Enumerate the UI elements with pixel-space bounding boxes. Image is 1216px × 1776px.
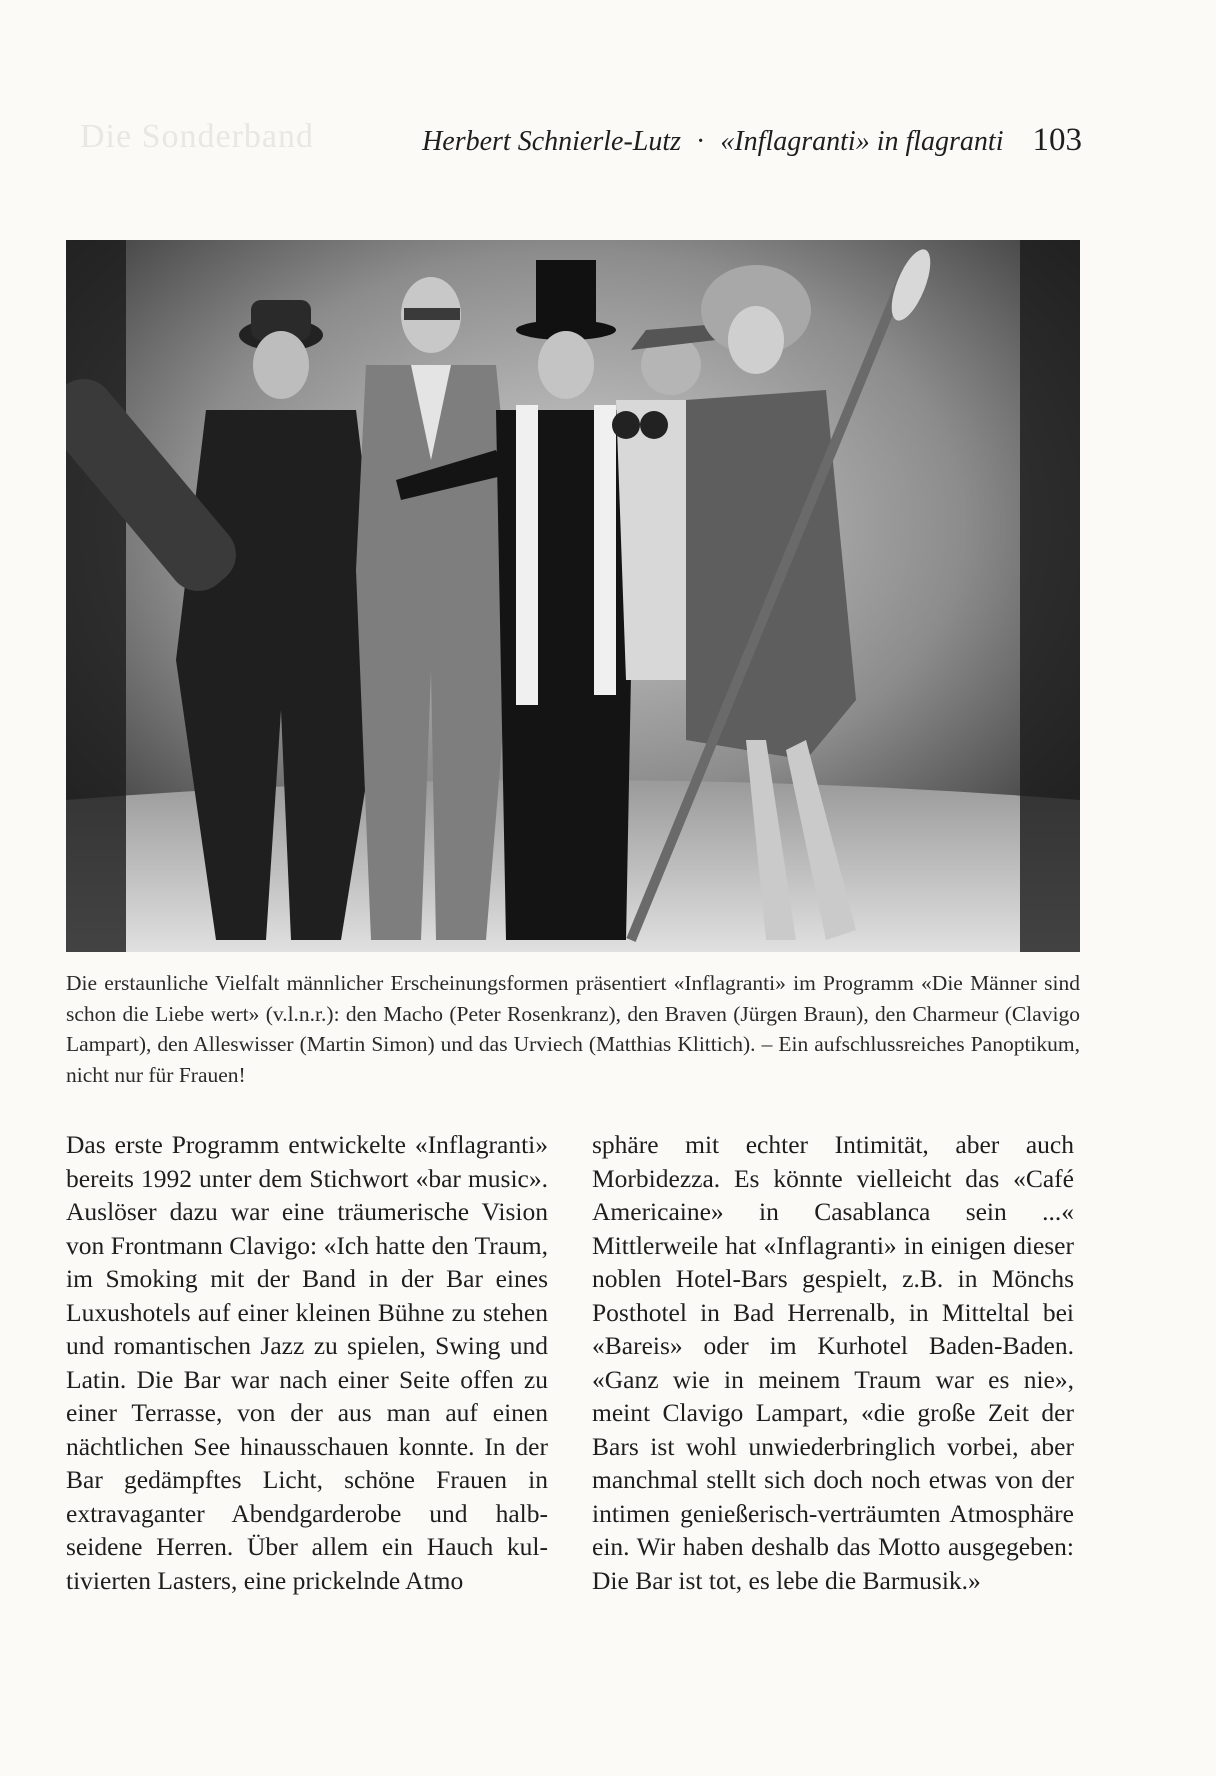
body-paragraph-left: Das erste Programm entwickelte «Inflagranti» bereits 1992 unter dem Stichwort «bar music». Auslöser dazu war eine träumerische Vision von Frontmann Clavigo: «Ich hatte den Traum, im Smoking mit der Band in der Bar eines Luxushotels auf einer kleinen Bühne zu stehen und romantischen Jazz zu spielen, Swing und Latin. Die Bar war nach einer Seite offen zu einer Terrasse, von der aus man auf einen nächtlichen See hinausschauen konnte. In der Bar gedämpftes Licht, schöne Frauen in extravaganter Abendgarderobe und halbseidene Herren. Über allem ein Hauch kultivierten Lasters, eine prickelnde Atmo — [66, 1130, 548, 1595]
page-number: 103 — [1032, 122, 1082, 158]
body-column-right — [592, 1128, 1074, 1597]
body-paragraph-right: sphäre mit echter Intimität, aber auch Morbidezza. Es könnte vielleicht das «Café Americaine» in Casablanca sein ...« Mittlerweile hat «Inflagranti» in einigen dieser noblen Hotel-Bars gespielt, z.B. in Mönchs Posthotel in Bad Herrenalb, in Mitteltal bei «Bareis» oder im Kurhotel Baden-Baden. «Ganz wie in meinem Traum war es nie», meint Clavigo Lampart, «die große Zeit der Bars ist wohl unwiederbringlich vorbei, aber manchmal stellt sich doch noch etwas von der intimen genießerisch-verträumten Atmosphäre ein. Wir haben deshalb das Motto ausgegeben: Die Bar ist tot, es lebe die Barmusik.» — [592, 1130, 1074, 1595]
photo-illustration — [66, 240, 1080, 952]
figure-braven — [356, 277, 516, 940]
header-separator: · — [696, 126, 706, 157]
body-column-left — [66, 1128, 548, 1597]
header-title: «Inflagranti» in flagranti — [720, 126, 1004, 157]
header-author: Herbert Schnierle-Lutz — [422, 126, 682, 157]
figure-caption: Die erstaunliche Vielfalt männlicher Erscheinungsformen präsentiert «Inflagranti» im Programm «Die Männer sind schon die Liebe wert» (v.l.n.r.): den Macho (Peter Rosenkranz), den Braven (Jürgen Braun), den Charmeur (Clavigo Lampart), den Alleswisser (Martin Simon) und das Urviech (Matthias Klittich). – Ein aufschlussreiches Panoptikum, nicht nur für Frauen! — [66, 971, 1080, 1087]
faded-section-title: Die Sonderband — [80, 118, 315, 155]
running-head — [0, 122, 1082, 159]
photo-five-performers — [66, 240, 1080, 952]
